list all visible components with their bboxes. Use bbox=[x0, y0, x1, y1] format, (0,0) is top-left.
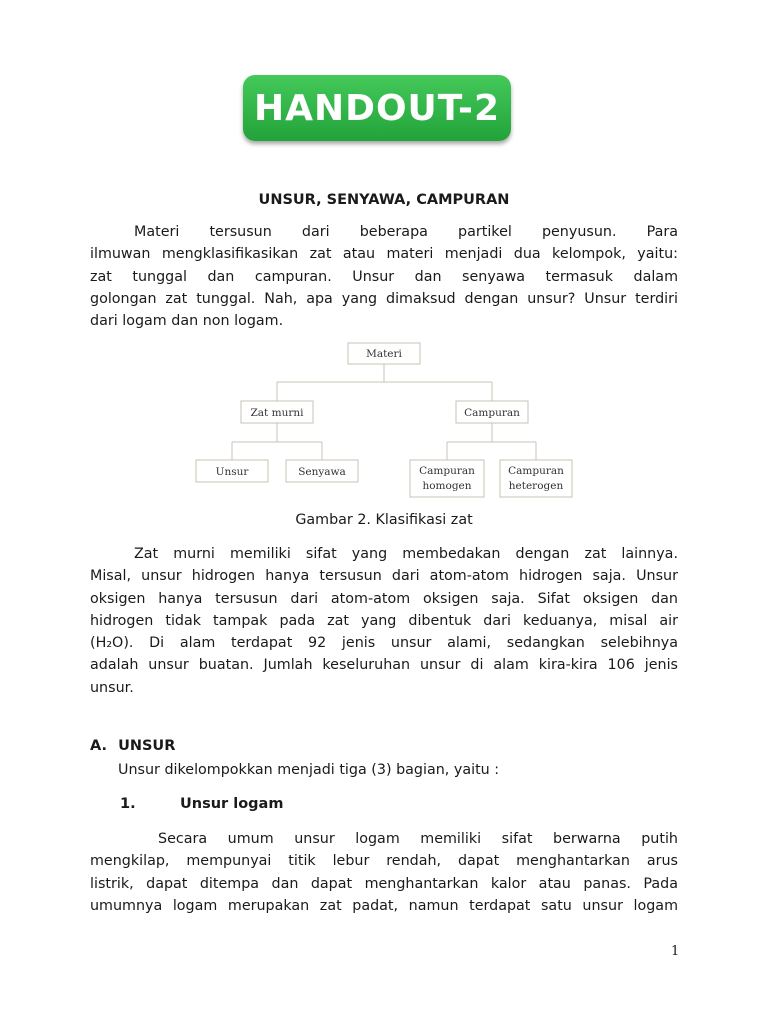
node-label: heterogen bbox=[508, 480, 564, 492]
classification-diagram bbox=[0, 0, 768, 510]
section-title: UNSUR bbox=[118, 738, 176, 754]
paragraph-line: oksigen hanya tersusun dari atom-atom oksigen saja. Sifat oksigen dan bbox=[90, 590, 678, 607]
node-label: Campuran bbox=[508, 465, 564, 477]
paragraph-line: hidrogen tidak tampak pada zat yang dibentuk dari keduanya, misal air bbox=[90, 612, 678, 629]
paragraph-line: unsur. bbox=[90, 679, 134, 696]
paragraph-line: golongan zat tunggal. Nah, apa yang dimaksud dengan unsur? Unsur terdiri bbox=[90, 290, 678, 307]
paragraph-line: mengkilap, mempunyai titik lebur rendah, dapat menghantarkan arus bbox=[90, 853, 678, 870]
node-label: Materi bbox=[366, 348, 402, 360]
figure-caption: Gambar 2. Klasifikasi zat bbox=[295, 512, 473, 528]
node-label: Zat murni bbox=[250, 407, 304, 419]
paragraph-line: dari logam dan non logam. bbox=[90, 313, 284, 330]
paragraph-line: Zat murni memiliki sifat yang membedakan dengan zat lainnya. bbox=[134, 546, 678, 562]
subsection-heading bbox=[120, 796, 284, 812]
paragraph-line: listrik, dapat ditempa dan dapat menghantarkan kalor atau panas. Pada bbox=[90, 875, 678, 892]
node-label: homogen bbox=[422, 480, 472, 492]
section-marker: A. bbox=[90, 738, 107, 754]
node-label: Campuran bbox=[419, 465, 475, 477]
paragraph-line: zat tunggal dan campuran. Unsur dan senyawa termasuk dalam bbox=[90, 268, 678, 285]
page-number: 1 bbox=[671, 944, 680, 959]
paragraph-line: umumnya logam merupakan zat padat, namun terdapat satu unsur logam bbox=[90, 897, 678, 914]
section-a-intro: Unsur dikelompokkan menjadi tiga (3) bagian, yaitu : bbox=[118, 762, 500, 778]
paragraph-line: ilmuwan mengklasifikasikan zat atau materi menjadi dua kelompok, yaitu: bbox=[90, 246, 678, 263]
paragraph-line: (H₂O). Di alam terdapat 92 jenis unsur alami, sedangkan selebihnya bbox=[90, 635, 678, 652]
paragraph-line: Misal, unsur hidrogen hanya tersusun dari atom-atom hidrogen saja. Unsur bbox=[90, 568, 678, 585]
paragraph-zat-murni bbox=[90, 543, 678, 699]
handout-title: HANDOUT-2 bbox=[253, 87, 501, 129]
node-label: Senyawa bbox=[298, 466, 346, 478]
document-title: UNSUR, SENYAWA, CAMPURAN bbox=[258, 192, 510, 208]
paragraph-unsur-logam bbox=[90, 828, 678, 917]
node-label: Unsur bbox=[215, 466, 249, 478]
subsection-title: Unsur logam bbox=[180, 796, 284, 812]
subsection-number: 1. bbox=[120, 796, 136, 812]
paragraph-line: adalah unsur buatan. Jumlah keseluruhan unsur di alam kira-kira 106 jenis bbox=[90, 657, 678, 674]
section-a-heading bbox=[90, 738, 175, 754]
paragraph-line: Materi tersusun dari beberapa partikel penyusun. Para bbox=[134, 224, 678, 240]
node-label: Campuran bbox=[464, 407, 520, 419]
paragraph-line: Secara umum unsur logam memiliki sifat berwarna putih bbox=[158, 831, 678, 847]
